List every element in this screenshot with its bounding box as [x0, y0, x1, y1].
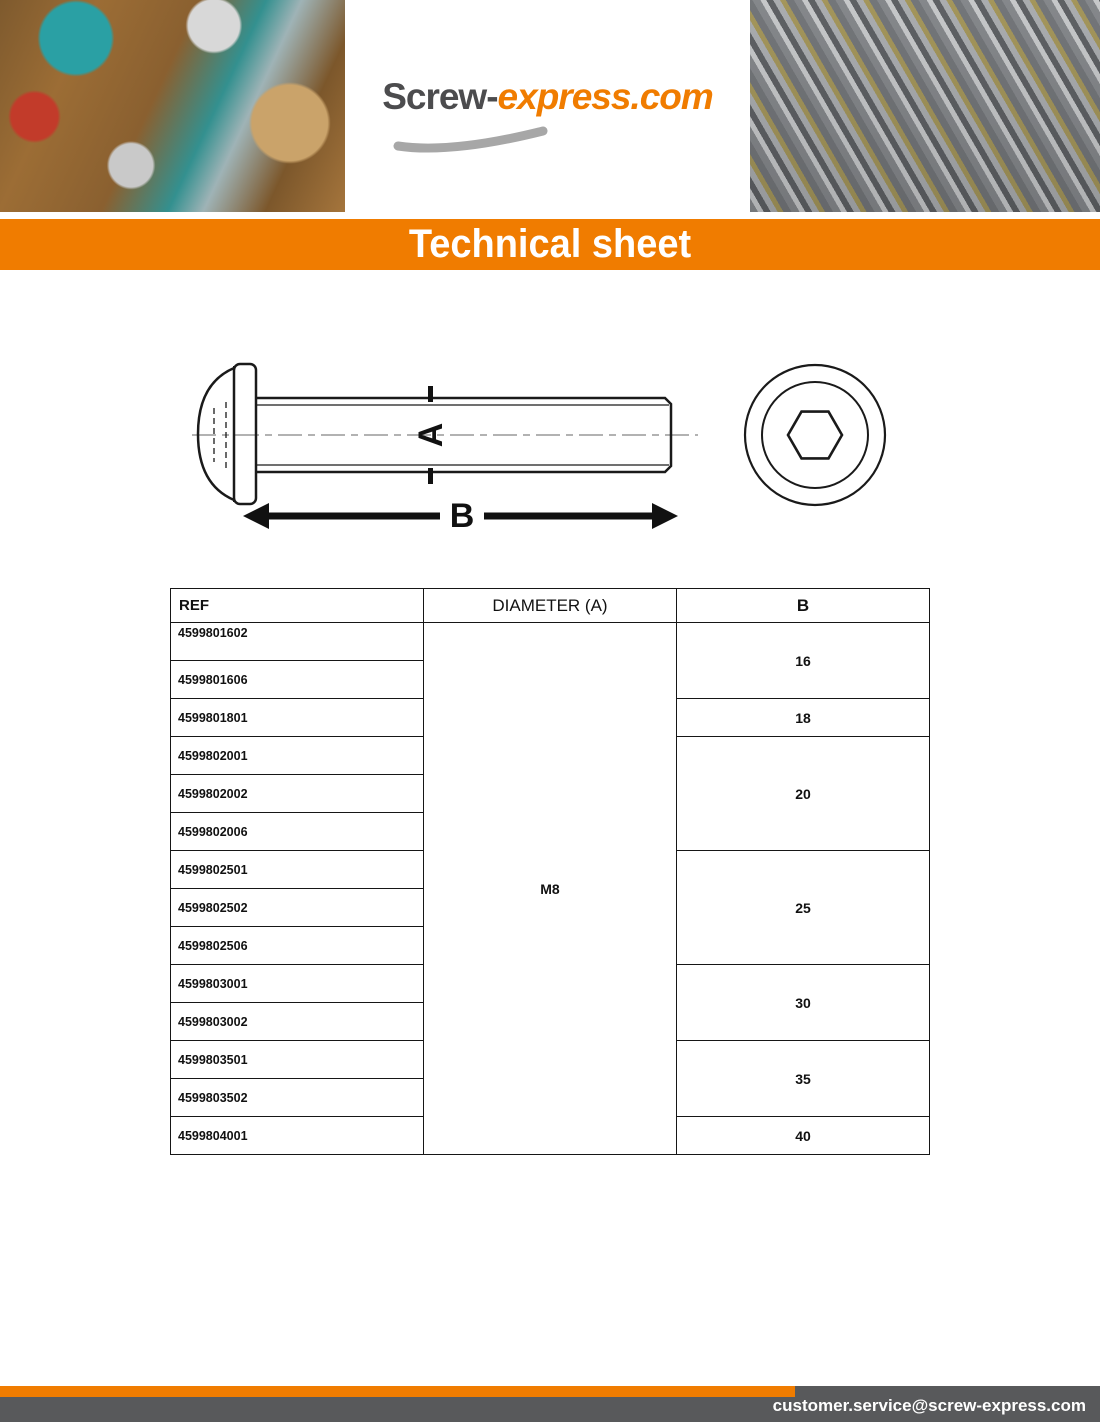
ref-cell: 4599801602 — [171, 623, 424, 661]
spec-table-container — [170, 588, 930, 1155]
b-value-cell: 20 — [677, 737, 930, 851]
screws-pile-photo — [750, 0, 1100, 212]
end-view-outer-circle — [745, 365, 885, 505]
footer-orange-stripe — [0, 1386, 795, 1397]
workbench-photo — [0, 0, 345, 212]
ref-cell: 4599803001 — [171, 965, 424, 1003]
logo-brand-part1: Screw- — [382, 76, 498, 117]
logo — [345, 0, 750, 212]
ref-cell: 4599801801 — [171, 699, 424, 737]
b-value-cell: 40 — [677, 1117, 930, 1155]
b-value-cell: 16 — [677, 623, 930, 699]
table-row — [171, 623, 930, 661]
page-title: Technical sheet — [408, 222, 692, 266]
spec-table — [170, 588, 930, 1155]
ref-cell: 4599802506 — [171, 927, 424, 965]
b-arrow-right — [652, 503, 678, 529]
b-value-cell: 18 — [677, 699, 930, 737]
screw-head-dome — [198, 368, 234, 500]
diameter-cell: M8 — [424, 623, 677, 1155]
dimension-a-label: A — [412, 422, 450, 448]
b-arrow-left — [243, 503, 269, 529]
screw-drawing-svg — [150, 338, 950, 568]
a-tick-top — [428, 386, 433, 402]
ref-cell: 4599803501 — [171, 1041, 424, 1079]
ref-cell: 4599802001 — [171, 737, 424, 775]
end-view-inner-circle — [762, 382, 868, 488]
b-value-cell: 35 — [677, 1041, 930, 1117]
hex-socket — [788, 412, 842, 459]
logo-brand-part2: express.com — [497, 76, 713, 117]
logo-text — [345, 76, 750, 118]
page-footer — [0, 1386, 1100, 1422]
dimension-b-label: B — [449, 497, 475, 535]
ref-cell: 4599802501 — [171, 851, 424, 889]
a-tick-bottom — [428, 468, 433, 484]
diameter-column-header: DIAMETER (A) — [424, 589, 677, 623]
table-header-row — [171, 589, 930, 623]
ref-cell: 4599803002 — [171, 1003, 424, 1041]
ref-cell: 4599803502 — [171, 1079, 424, 1117]
b-value-cell: 25 — [677, 851, 930, 965]
title-banner — [0, 219, 1100, 270]
b-column-header: B — [677, 589, 930, 623]
ref-cell: 4599801606 — [171, 661, 424, 699]
page-header — [0, 0, 1100, 212]
ref-column-header: REF — [171, 589, 424, 623]
ref-cell: 4599804001 — [171, 1117, 424, 1155]
ref-cell: 4599802002 — [171, 775, 424, 813]
customer-service-email[interactable]: customer.service@screw-express.com — [772, 1396, 1086, 1415]
logo-swoosh-icon — [393, 126, 553, 154]
b-value-cell: 30 — [677, 965, 930, 1041]
spec-table-body — [171, 623, 930, 1155]
technical-drawing — [150, 338, 950, 568]
ref-cell: 4599802006 — [171, 813, 424, 851]
screw-end-view — [745, 365, 885, 505]
ref-cell: 4599802502 — [171, 889, 424, 927]
screw-head-flange — [234, 364, 256, 504]
